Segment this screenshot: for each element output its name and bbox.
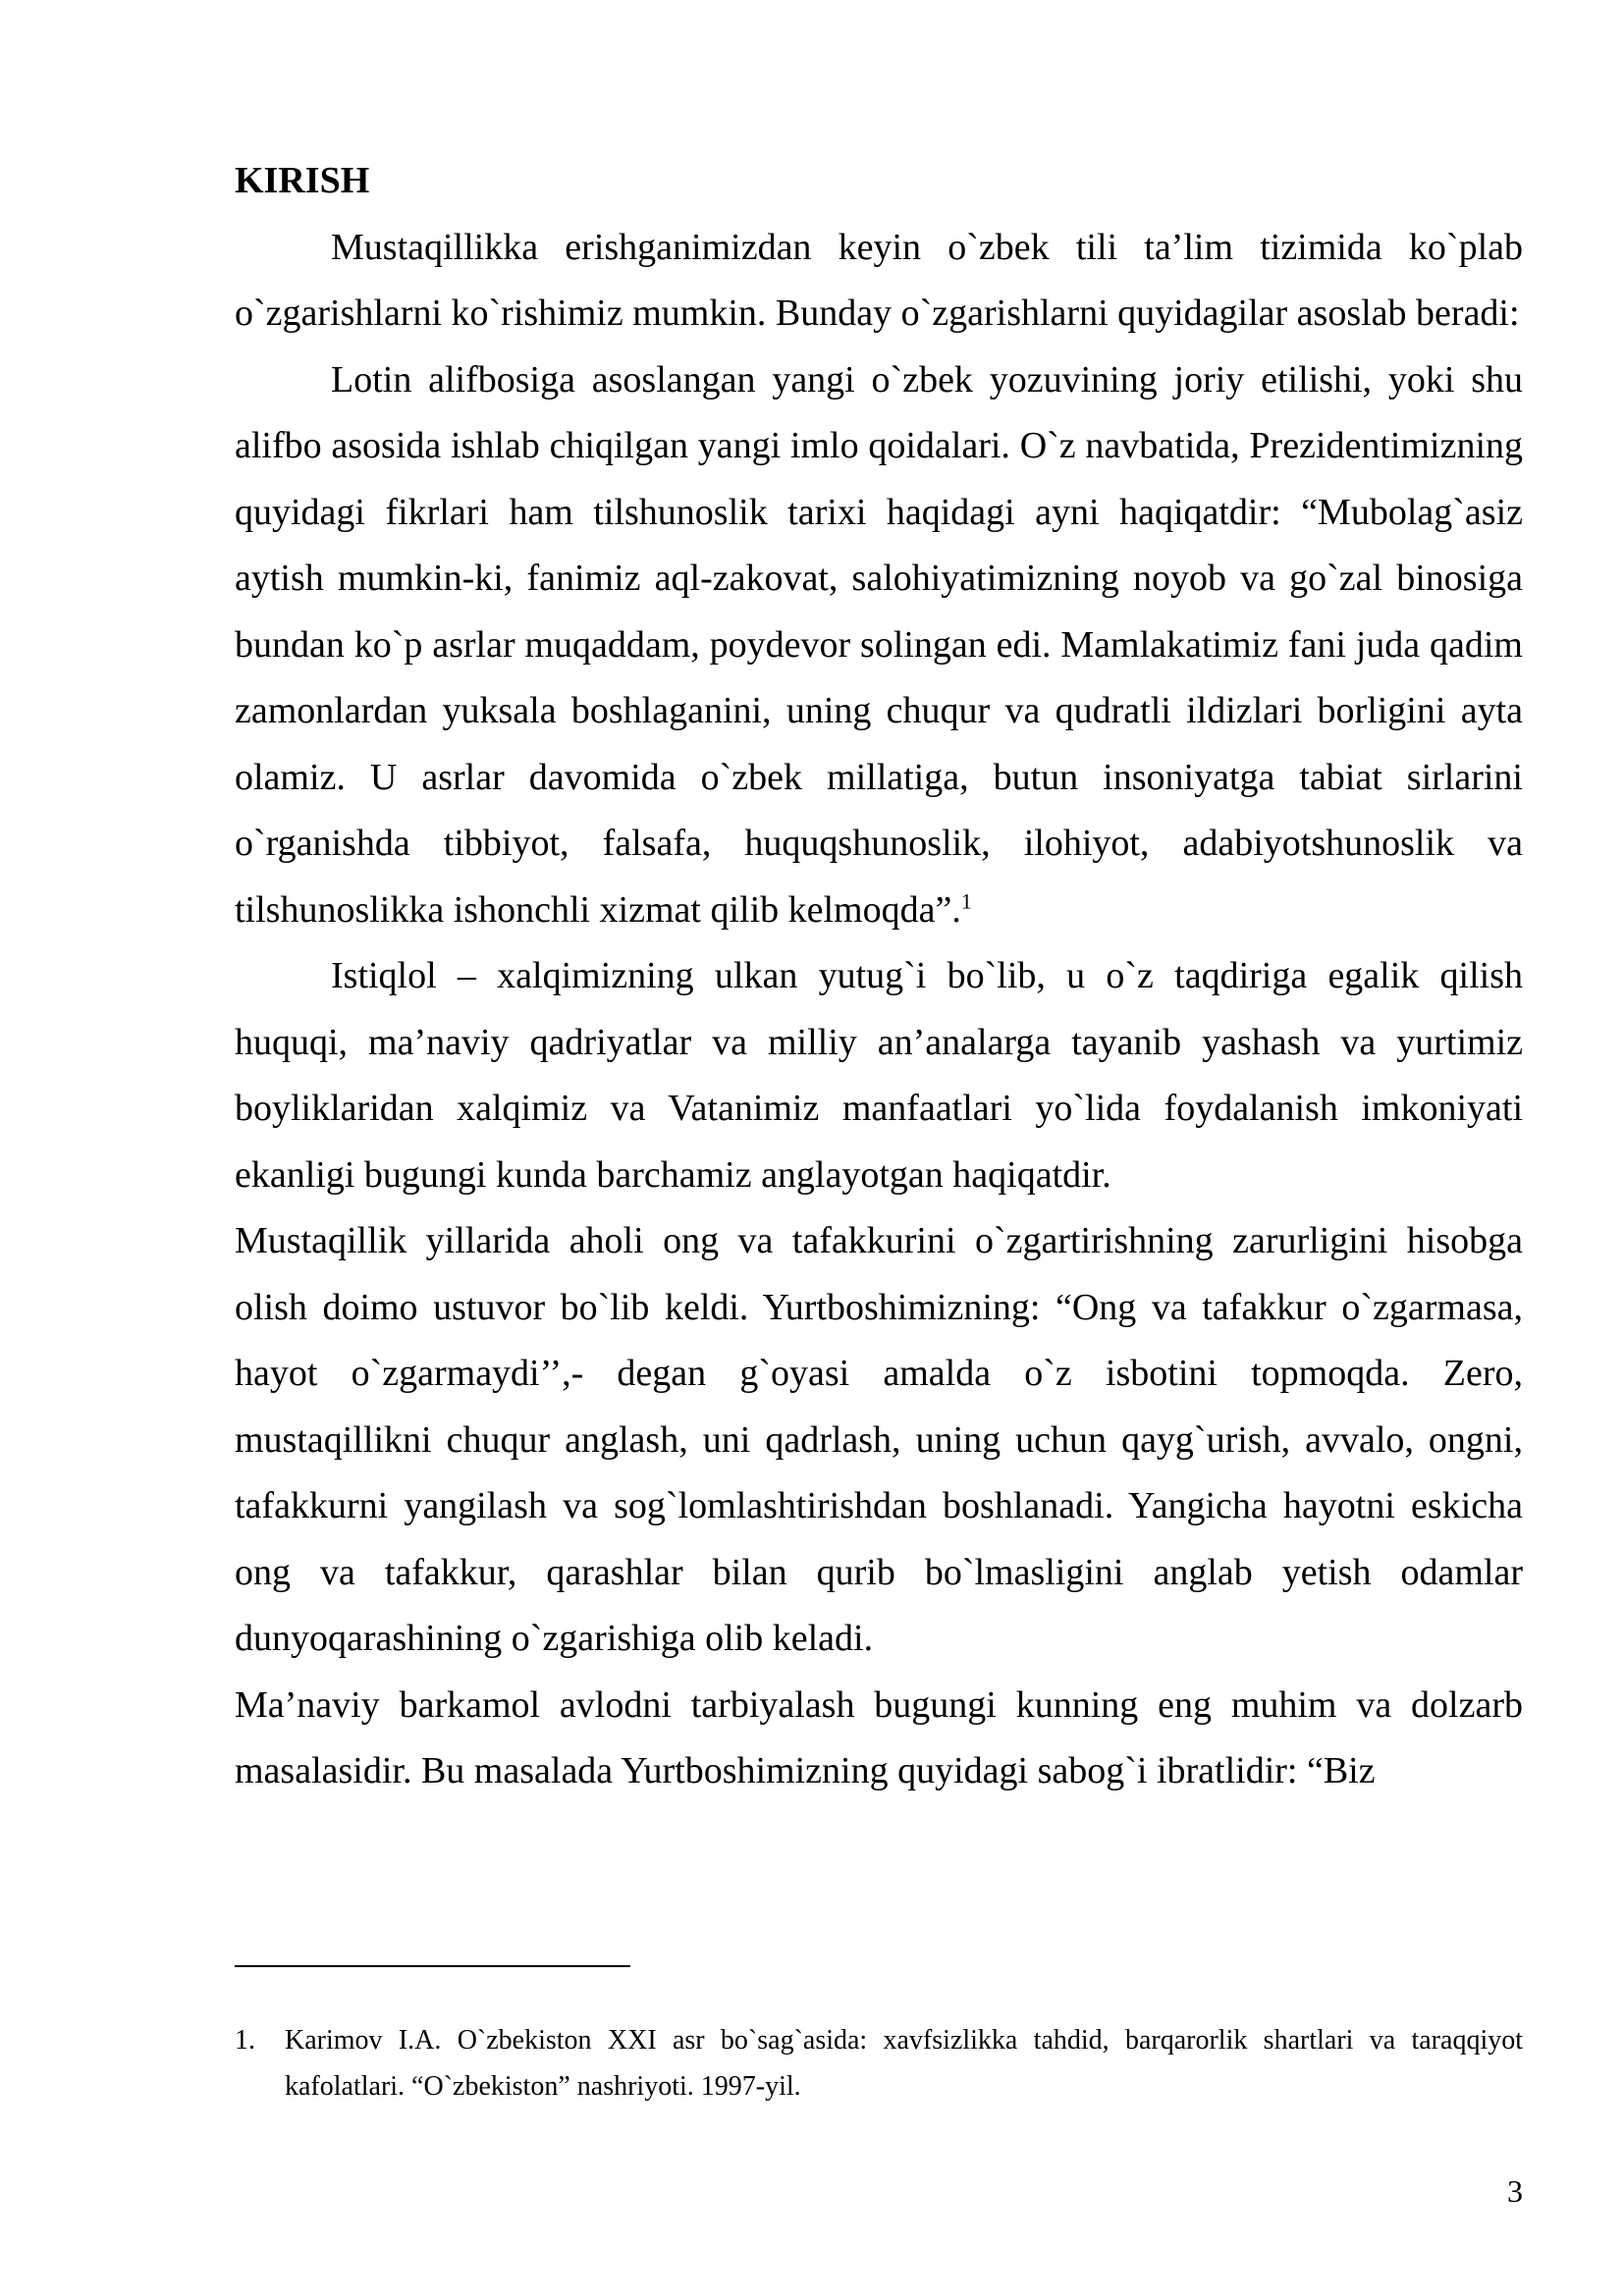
footnote-separator — [235, 1965, 630, 1967]
footnote-reference: 1 — [960, 887, 972, 913]
section-heading: KIRISH — [235, 160, 370, 201]
paragraph-5: Ma’naviy barkamol avlodni tarbiyalash bugungi kunning eng muhim va dolzarb masalasidir. Bu masalada Yurtboshimizning quyidagi sabog`i ibratlidir: “Biz — [235, 1683, 1523, 1791]
page-number: 3 — [1507, 2173, 1523, 2209]
body-text — [235, 148, 1523, 1805]
footnote-text: Karimov I.A. O`zbekiston XXI asr bo`sag`asida: xavfsizlikka tahdid, barqarorlik shartlari va taraqqiyot kafolatlari. “O`zbekiston” nashriyoti. 1997-yil. — [285, 2025, 1523, 2102]
paragraph-4: Mustaqillik yillarida aholi ong va tafakkurini o`zgartirishning zarurligini hisobga olish doimo ustuvor bo`lib keldi. Yurtboshimizning: “Ong va tafakkur o`zgarmasa, hayot o`zgarmaydi’’,- degan g`oyasi amalda o`z isbotini topmoqda. Zero, mustaqillikni chuqur anglash, uni qadrlash, uning uchun qayg`urish, avvalo, ongni, tafakkurni yangilash va sog`lomlashtirishdan boshlanadi. Yangicha hayotni eskicha ong va tafakkur, qarashlar bilan qurib bo`lmasligini anglab yetish odamlar dunyoqarashining o`zgarishiga olib keladi. — [235, 1220, 1523, 1659]
paragraph-3: Istiqlol – xalqimizning ulkan yutug`i bo`lib, u o`z taqdiriga egalik qilish huquqi, ma’naviy qadriyatlar va milliy an’analarga tayanib yashash va yurtimiz boyliklaridan xalqimiz va Vatanimiz manfaatlari yo`lida foydalanish imkoniyati ekanligi bugungi kunda barchamiz anglayotgan haqiqatdir. — [235, 955, 1523, 1196]
paragraph-2 — [235, 347, 1523, 944]
paragraph-1: Mustaqillikka erishganimizdan keyin o`zbek tili ta’lim tizimida ko`plab o`zgarishlarni ko`rishimiz mumkin. Bunday o`zgarishlarni quyidagilar asoslab beradi: — [235, 226, 1523, 334]
footnote-number: 1. — [235, 2025, 255, 2056]
footnote — [235, 2017, 1523, 2109]
paragraph-2-text: Lotin alifbosiga asoslangan yangi o`zbek yozuvining joriy etilishi, yoki shu alifbo asosida ishlab chiqilgan yangi imlo qoidalari. O`z navbatida, Prezidentimizning quyidagi fikrlari ham tilshunoslik tarixi haqidagi ayni haqiqatdir: “Mubolag`asiz aytish mumkin-ki, fanimiz aql-zakovat, salohiyatimizning noyob va go`zal binosiga bundan ko`p asrlar muqaddam, poydevor solingan edi. Mamlakatimiz fani juda qadim zamonlardan yuksala boshlaganini, uning chuqur va qudratli ildizlari borligini ayta olamiz. U asrlar davomida o`zbek millatiga, butun insoniyatga tabiat sirlarini o`rganishda tibbiyot, falsafa, huquqshunoslik, ilohiyot, adabiyotshunoslik va tilshunoslikka ishonchli xizmat qilib kelmoqda”. — [235, 358, 1523, 931]
